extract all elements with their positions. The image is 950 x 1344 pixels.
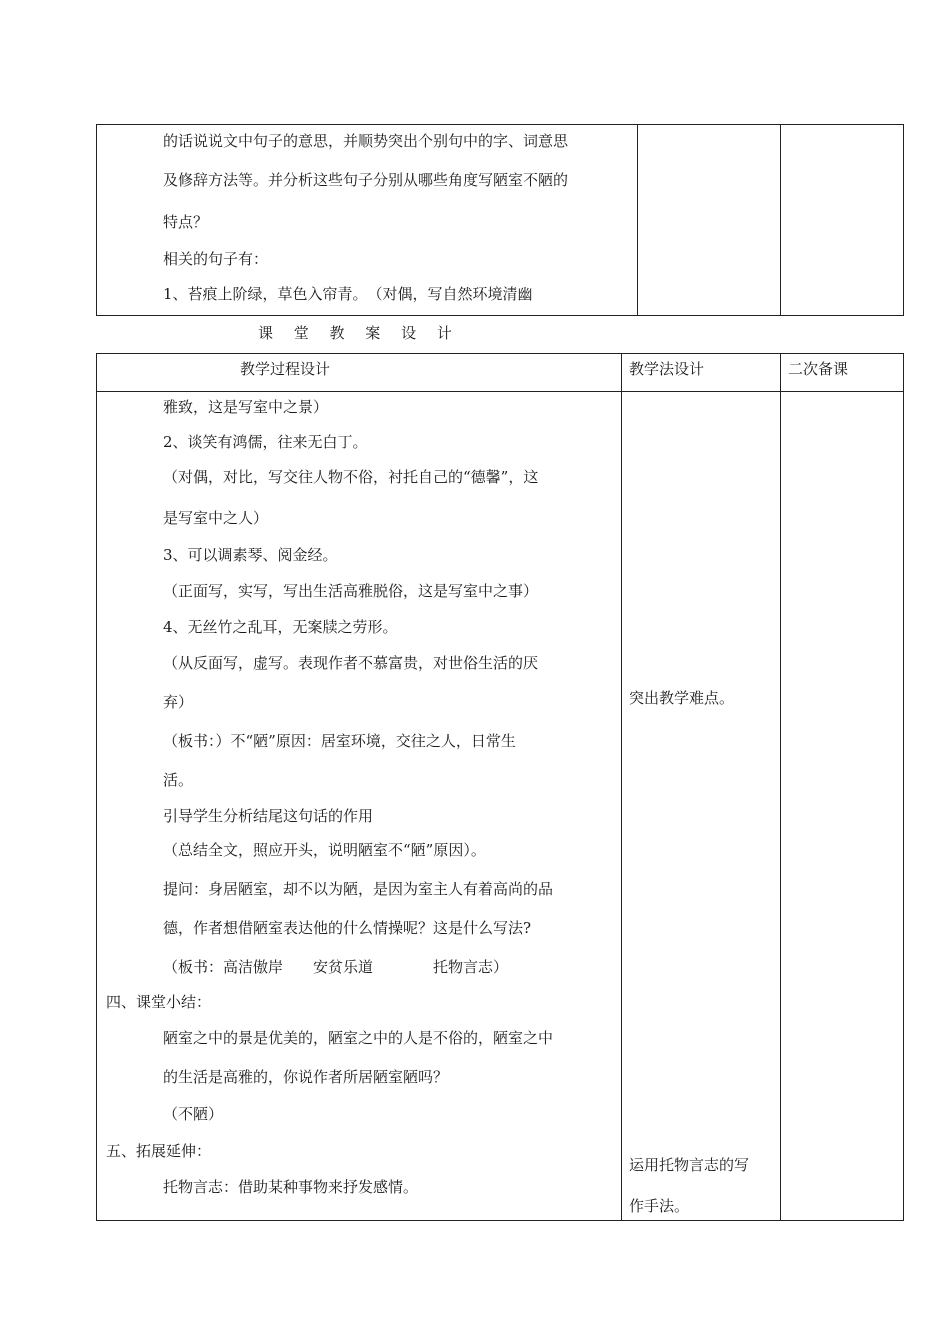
text-line: 活。 <box>163 771 194 789</box>
text-line: 托物言志：借助某种事物来抒发感情。 <box>163 1178 419 1196</box>
header-process: 教学过程设计 <box>240 360 331 378</box>
column-divider <box>621 354 622 1220</box>
text-line: 3、可以调素琴、阅金经。 <box>163 546 338 564</box>
method-note: 作手法。 <box>629 1197 690 1215</box>
page-title: 课 堂 教 案 设 计 <box>258 324 460 342</box>
text-line: （总结全文，照应开头，说明陋室不“陋”原因）。 <box>163 841 486 859</box>
text-line: 弃） <box>163 693 194 711</box>
text-line: 德，作者想借陋室表达他的什么情操呢？这是什么写法? <box>163 919 532 937</box>
column-divider <box>780 125 781 315</box>
text-line: （板书：高洁傲岸 安贫乐道 托物言志） <box>163 958 509 976</box>
text-line: （正面写，实写，写出生活高雅脱俗，这是写室中之事） <box>163 582 539 600</box>
text-line: 是写室中之人） <box>163 509 269 527</box>
text-line: （对偶，对比，写交往人物不俗，衬托自己的“德馨”，这 <box>163 468 539 486</box>
text-line: 1、苔痕上阶绿，草色入帘青。 （对偶，写自然环境清幽 <box>163 285 533 303</box>
column-divider <box>637 125 638 315</box>
text-line: 陋室之中的景是优美的，陋室之中的人是不俗的，陋室之中 <box>163 1029 554 1047</box>
text-line: （从反面写，虚写。表现作者不慕富贵，对世俗生活的厌 <box>163 654 539 672</box>
section-heading: 四、课堂小结： <box>106 993 212 1011</box>
text-line: 雅致，这是写室中之景） <box>163 398 329 416</box>
text-line: 2、谈笑有鸿儒，往来无白丁。 <box>163 433 368 451</box>
text-line: 的生活是高雅的，你说作者所居陋室陋吗？ <box>163 1068 449 1086</box>
text-line: 引导学生分析结尾这句话的作用 <box>163 807 374 825</box>
text-line: 特点？ <box>163 213 209 231</box>
text-line: （板书：）不“陋”原因：居室环境，交往之人，日常生 <box>163 732 516 750</box>
text-line: （不陋） <box>163 1105 224 1123</box>
header-second-prep: 二次备课 <box>788 360 849 378</box>
text-line: 4、无丝竹之乱耳，无案牍之劳形。 <box>163 618 398 636</box>
header-method: 教学法设计 <box>629 360 705 378</box>
text-line: 及修辞方法等。并分析这些句子分别从哪些角度写陋室不陋的 <box>163 171 569 189</box>
column-divider <box>780 354 781 1220</box>
header-divider <box>97 391 903 392</box>
text-line: 提问：身居陋室，却不以为陋，是因为室主人有着高尚的品 <box>163 880 554 898</box>
text-line: 的话说说文中句子的意思，并顺势突出个别句中的字、词意思 <box>163 132 569 150</box>
method-note: 运用托物言志的写 <box>629 1156 750 1174</box>
section-heading: 五、拓展延伸： <box>106 1142 212 1160</box>
text-line: 相关的句子有： <box>163 250 269 268</box>
method-note: 突出教学难点。 <box>629 689 735 707</box>
